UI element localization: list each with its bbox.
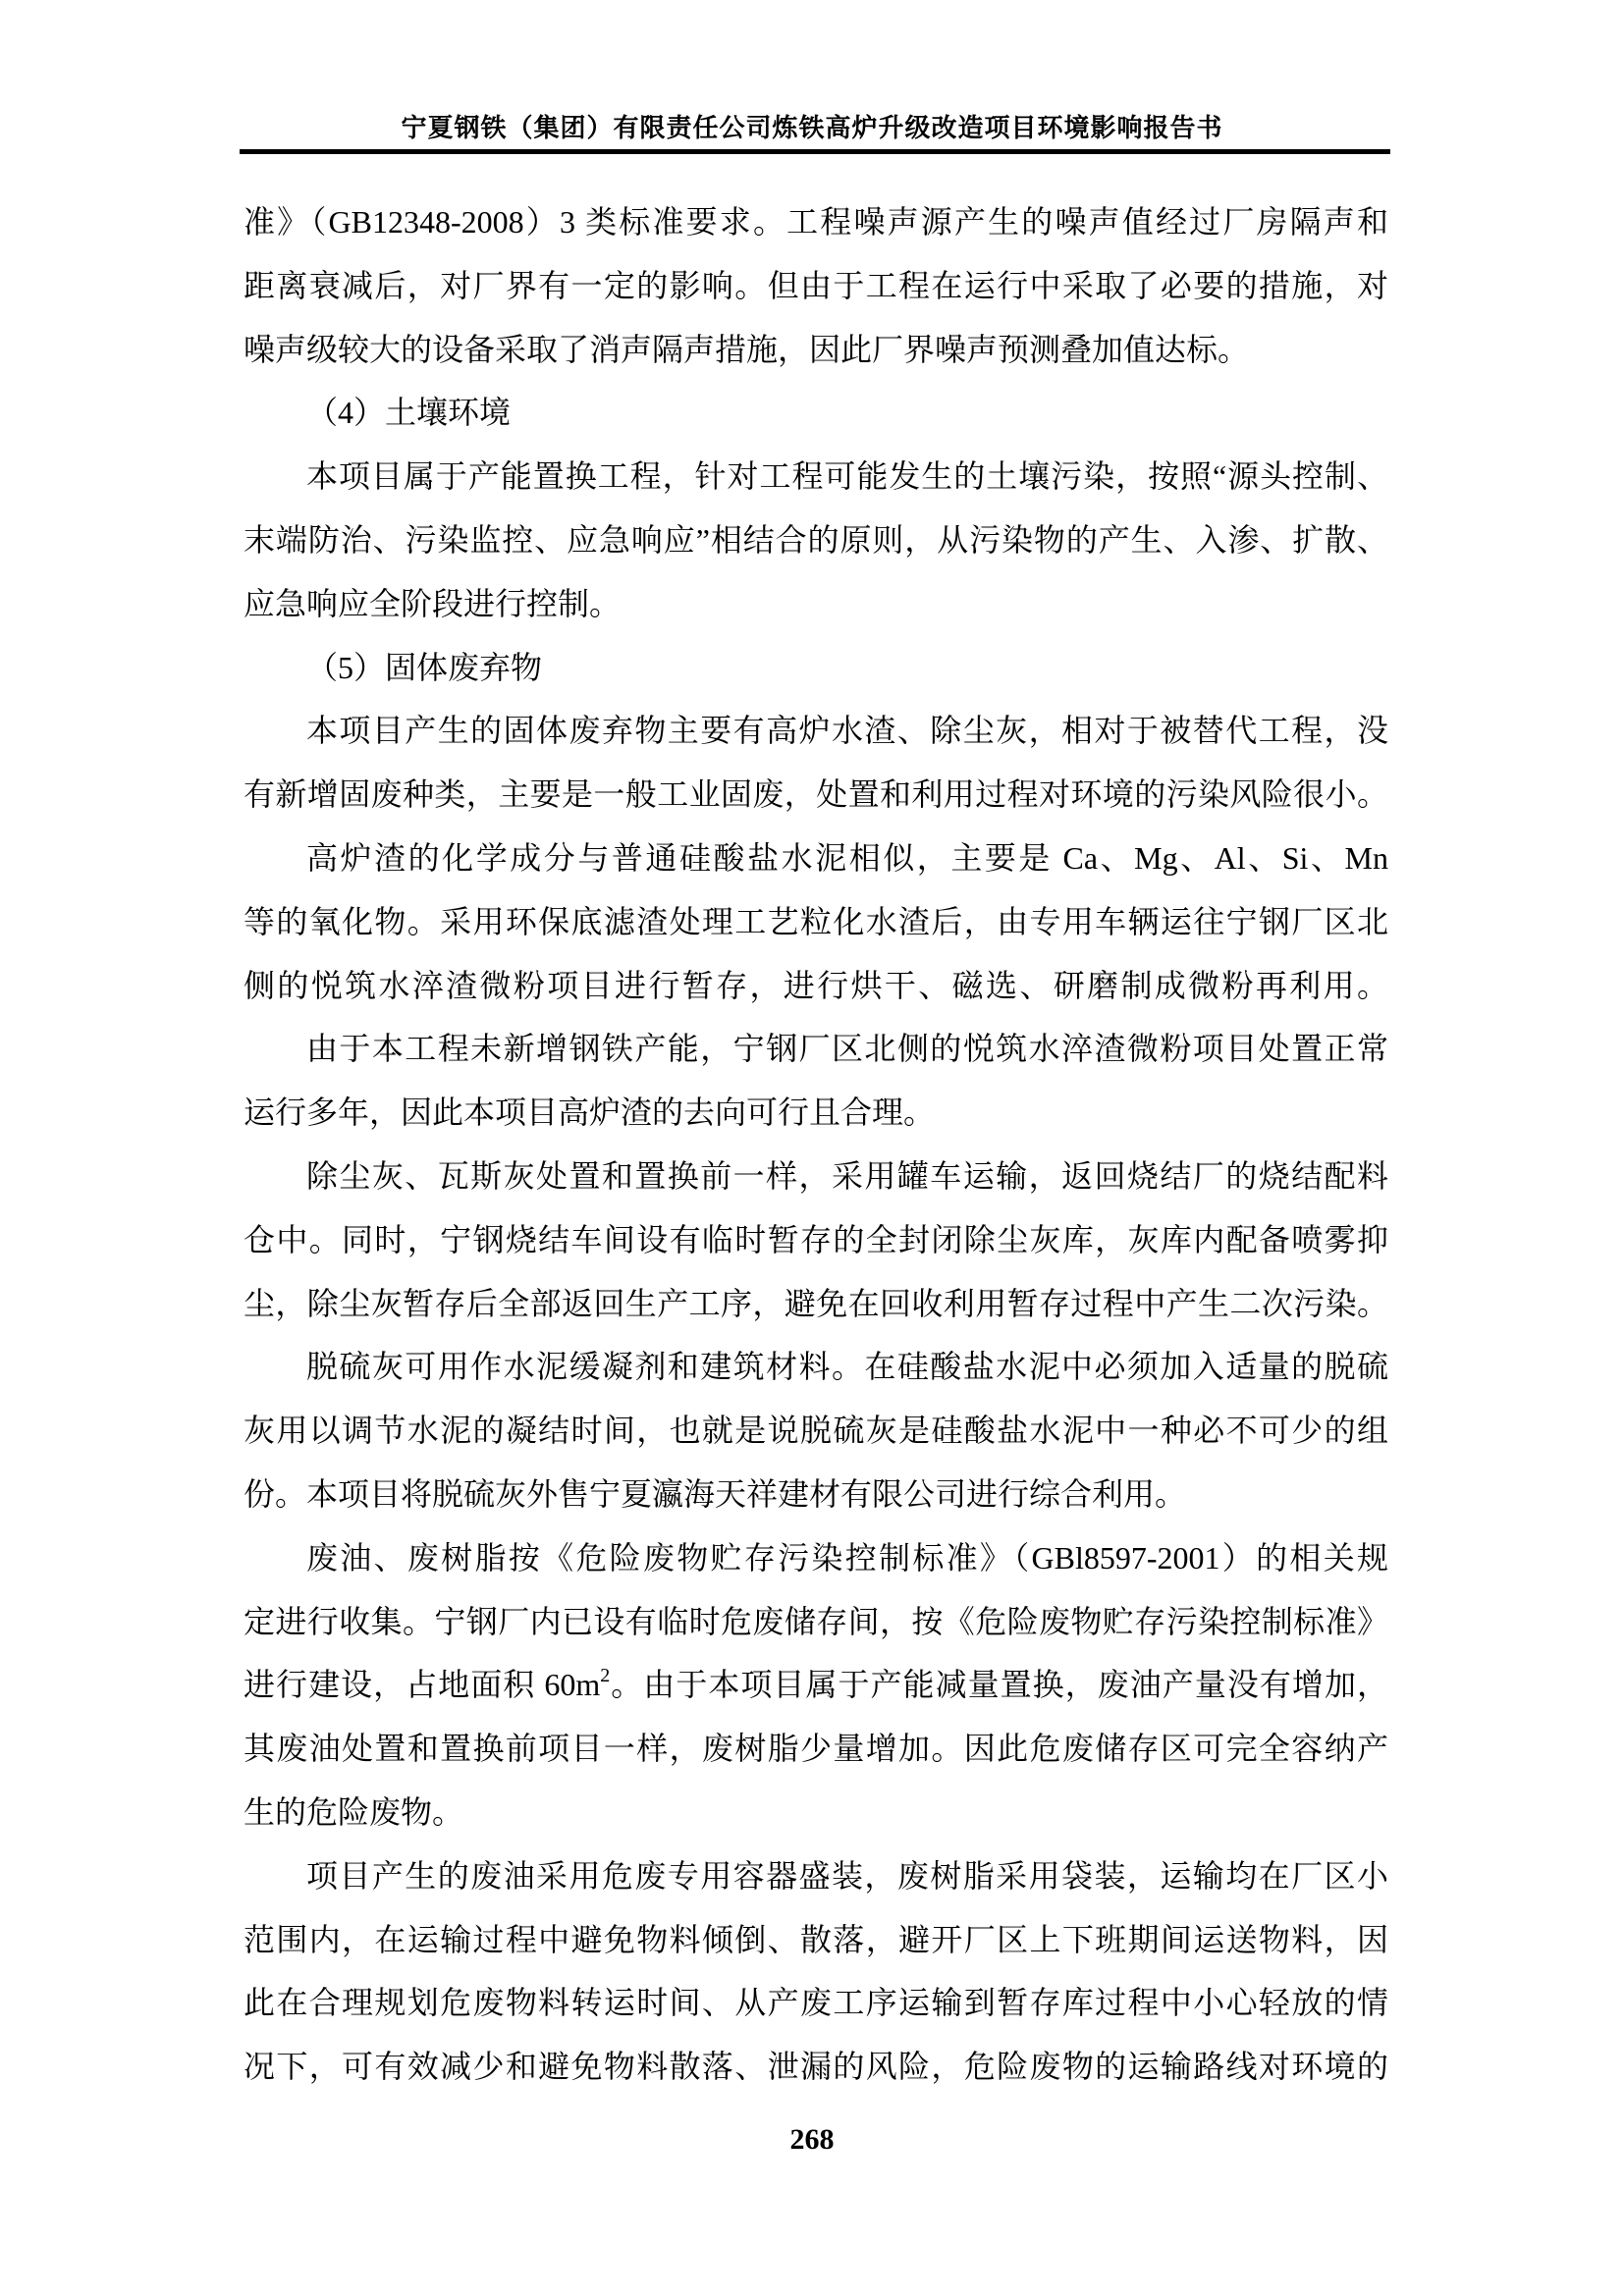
text-line: 尘，除尘灰暂存后全部返回生产工序，避免在回收利用暂存过程中产生二次污染。 xyxy=(244,1285,1388,1321)
page-footer xyxy=(0,2123,1624,2157)
page-number: 268 xyxy=(789,2123,835,2156)
text-line: 本项目属于产能置换工程，针对工程可能发生的土壤污染，按照“源头控制、 xyxy=(306,458,1388,495)
text-line: 定进行收集。宁钢厂内已设有临时危废储存间，按《危险废物贮存污染控制标准》 xyxy=(244,1603,1388,1639)
header-title: 宁夏钢铁（集团）有限责任公司炼铁高炉升级改造项目环境影响报告书 xyxy=(401,114,1223,142)
text-line: 灰用以调节水泥的凝结时间，也就是说脱硫灰是硅酸盐水泥中一种必不可少的组 xyxy=(244,1413,1388,1449)
text-line: 距离衰减后，对厂界有一定的影响。但由于工程在运行中采取了必要的措施，对 xyxy=(244,267,1388,303)
text-line: 项目产生的废油采用危废专用容器盛装，废树脂采用袋装，运输均在厂区小 xyxy=(306,1857,1388,1894)
text-line: 有新增固废种类，主要是一般工业固废，处置和利用过程对环境的污染风险很小。 xyxy=(244,776,1388,813)
text-line: 范围内，在运输过程中避免物料倾倒、散落，避开厂区上下班期间运送物料，因 xyxy=(244,1921,1388,1957)
text-line: 此在合理规划危废物料转运时间、从产废工序运输到暂存库过程中小心轻放的情 xyxy=(244,1985,1388,2021)
header-rule xyxy=(240,149,1390,154)
text-segment: 进行建设，占地面积 60m xyxy=(244,1667,601,1703)
text-line: 废油、废树脂按《危险废物贮存污染控制标准》（GBl8597-2001）的相关规 xyxy=(306,1539,1388,1575)
text-line: 侧的悦筑水淬渣微粉项目进行暂存，进行烘干、磁选、研磨制成微粉再利用。 xyxy=(244,967,1388,1003)
text-line: 仓中。同时，宁钢烧结车间设有临时暂存的全封闭除尘灰库，灰库内配备喷雾抑 xyxy=(244,1221,1388,1257)
section-heading-5: （5）固体废弃物 xyxy=(306,649,543,685)
text-line: 其废油处置和置换前项目一样，废树脂少量增加。因此危废储存区可完全容纳产 xyxy=(244,1731,1388,1767)
page-header xyxy=(0,108,1624,144)
text-line: 本项目产生的固体废弃物主要有高炉水渣、除尘灰，相对于被替代工程，没 xyxy=(306,713,1388,749)
text-line: 生的危险废物。 xyxy=(244,1793,464,1830)
text-line: 脱硫灰可用作水泥缓凝剂和建筑材料。在硅酸盐水泥中必须加入适量的脱硫 xyxy=(306,1349,1388,1385)
text-line: 除尘灰、瓦斯灰处置和置换前一样，采用罐车运输，返回烧结厂的烧结配料 xyxy=(306,1157,1388,1194)
text-line xyxy=(244,1653,1388,1717)
text-line: 由于本工程未新增钢铁产能，宁钢厂区北侧的悦筑水淬渣微粉项目处置正常 xyxy=(306,1031,1388,1067)
superscript: 2 xyxy=(600,1665,611,1687)
text-line: 末端防治、污染监控、应急响应”相结合的原则，从污染物的产生、入渗、扩散、 xyxy=(244,521,1388,558)
text-line: 噪声级较大的设备采取了消声隔声措施，因此厂界噪声预测叠加值达标。 xyxy=(244,331,1250,367)
text-line: 份。本项目将脱硫灰外售宁夏瀛海天祥建材有限公司进行综合利用。 xyxy=(244,1475,1187,1512)
text-segment: 。由于本项目属于产能减量置换，废油产量没有增加， xyxy=(610,1667,1388,1703)
text-line: 况下，可有效减少和避免物料散落、泄漏的风险，危险废物的运输路线对环境的 xyxy=(244,2049,1388,2085)
text-line: 运行多年，因此本项目高炉渣的去向可行且合理。 xyxy=(244,1095,936,1131)
section-heading-4: （4）土壤环境 xyxy=(306,395,512,431)
text-line: 高炉渣的化学成分与普通硅酸盐水泥相似，主要是 Ca、Mg、Al、Si、Mn xyxy=(306,839,1388,876)
text-line: 应急响应全阶段进行控制。 xyxy=(244,585,622,621)
body-text xyxy=(244,190,1388,2099)
text-line: 准》（GB12348-2008）3 类标准要求。工程噪声源产生的噪声值经过厂房隔声和 xyxy=(244,204,1388,240)
text-line: 等的氧化物。采用环保底滤渣处理工艺粒化水渣后，由专用车辆运往宁钢厂区北 xyxy=(244,903,1388,939)
